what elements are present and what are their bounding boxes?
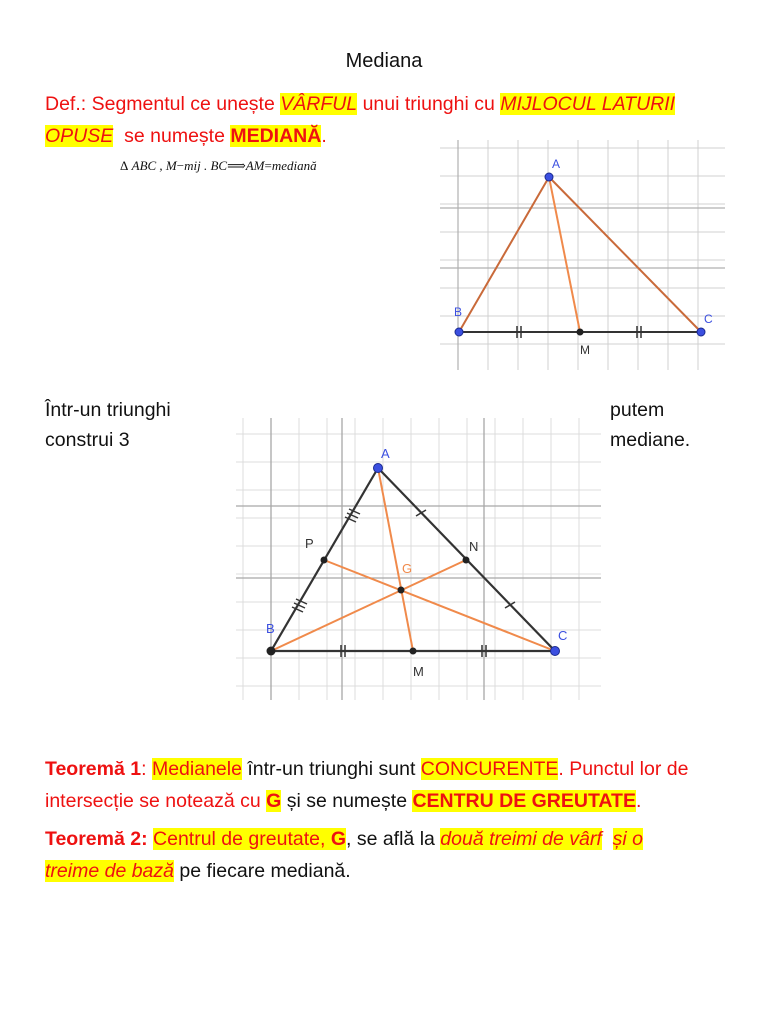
label-b: B bbox=[454, 305, 463, 319]
formula-abc: ABC , M bbox=[131, 158, 177, 173]
page-title: Mediana bbox=[345, 50, 423, 72]
label-p: P bbox=[305, 536, 314, 551]
varful-highlight: VÂRFUL bbox=[280, 93, 358, 115]
theorem1-text3: intersecție se notează cu bbox=[45, 790, 267, 812]
label-b: B bbox=[266, 621, 275, 636]
treime-highlight: treime de bază bbox=[45, 860, 174, 882]
label-g: G bbox=[402, 561, 413, 576]
tick-marks bbox=[292, 509, 515, 657]
theorem1-text4: și se numește bbox=[281, 790, 413, 812]
theorem2-label: Teoremă 2: bbox=[45, 828, 148, 850]
vertex-b bbox=[455, 328, 463, 336]
sentence-line1-left: Într-un triunghi bbox=[45, 399, 171, 421]
label-a: A bbox=[381, 446, 390, 461]
point-g bbox=[398, 587, 405, 594]
grid bbox=[440, 140, 725, 370]
theorem-2 bbox=[45, 823, 735, 887]
vertex-a bbox=[545, 173, 553, 181]
formula-mediana: mediană bbox=[271, 158, 317, 173]
theorem2-text3: pe fiecare mediană. bbox=[174, 860, 351, 882]
g-highlight: G bbox=[266, 790, 282, 812]
formula-minus: − bbox=[176, 158, 185, 173]
definition-prefix: Def.: Segmentul ce unește bbox=[45, 93, 281, 115]
point-m bbox=[577, 329, 584, 336]
side-ac bbox=[549, 177, 701, 332]
formula-eq: = bbox=[264, 158, 272, 173]
figure-three-medians bbox=[236, 418, 601, 700]
centrul-highlight: Centrul de greutate, bbox=[153, 828, 331, 850]
grid bbox=[236, 418, 601, 700]
theorem1-label: Teoremă 1 bbox=[45, 758, 142, 780]
theorem1-colon: : bbox=[141, 758, 152, 780]
vertex-b bbox=[267, 647, 276, 656]
label-c: C bbox=[704, 312, 713, 326]
delta-symbol: Δ bbox=[120, 158, 129, 173]
mijlocul-highlight: MIJLOCUL LATURII bbox=[500, 93, 676, 115]
label-c: C bbox=[558, 628, 568, 643]
formula-result: AM bbox=[245, 158, 265, 173]
g2-highlight: G bbox=[330, 828, 346, 850]
doua-treimi-highlight: două treimi de vârf bbox=[440, 828, 602, 850]
concurente-highlight: CONCURENTE bbox=[420, 758, 559, 780]
vertex-c bbox=[697, 328, 705, 336]
point-p bbox=[321, 557, 328, 564]
theorem1-text5: . bbox=[635, 790, 642, 812]
label-m: M bbox=[580, 343, 590, 357]
theorem2-text1: , se află la bbox=[345, 828, 441, 850]
theorem2-text2 bbox=[602, 828, 613, 850]
centru-highlight: CENTRU DE GREUTATE bbox=[412, 790, 636, 812]
theorem-1 bbox=[45, 753, 735, 817]
medianele-highlight: Medianele bbox=[151, 758, 242, 780]
sentence-line1-right: putem bbox=[610, 399, 665, 421]
definition-se-numeste: se numește bbox=[113, 125, 231, 147]
mediana-highlight: MEDIANĂ bbox=[230, 125, 322, 147]
sentence-line2-left: construi 3 bbox=[45, 429, 130, 451]
figure-median-triangle bbox=[440, 140, 725, 370]
formula-arrow: ⟹ bbox=[227, 158, 246, 173]
definition-middle: unui triunghi cu bbox=[357, 93, 501, 115]
side-ab bbox=[459, 177, 549, 332]
definition-dot: . bbox=[321, 125, 327, 147]
sentence-line2-right: mediane. bbox=[610, 429, 691, 451]
theorem1-text1: într-un triunghi sunt bbox=[241, 758, 421, 780]
label-n: N bbox=[469, 539, 479, 554]
median-formula bbox=[120, 158, 317, 174]
point-n bbox=[463, 557, 470, 564]
label-m: M bbox=[413, 664, 424, 679]
median-am bbox=[549, 177, 580, 332]
si-o-highlight: și o bbox=[612, 828, 643, 850]
vertex-a bbox=[374, 464, 383, 473]
theorem1-text2: . Punctul lor de bbox=[558, 758, 689, 780]
opuse-highlight: OPUSE bbox=[45, 125, 114, 147]
point-m bbox=[410, 648, 417, 655]
formula-mij: mij . BC bbox=[184, 158, 228, 173]
label-a: A bbox=[552, 157, 561, 171]
vertex-c bbox=[551, 647, 560, 656]
